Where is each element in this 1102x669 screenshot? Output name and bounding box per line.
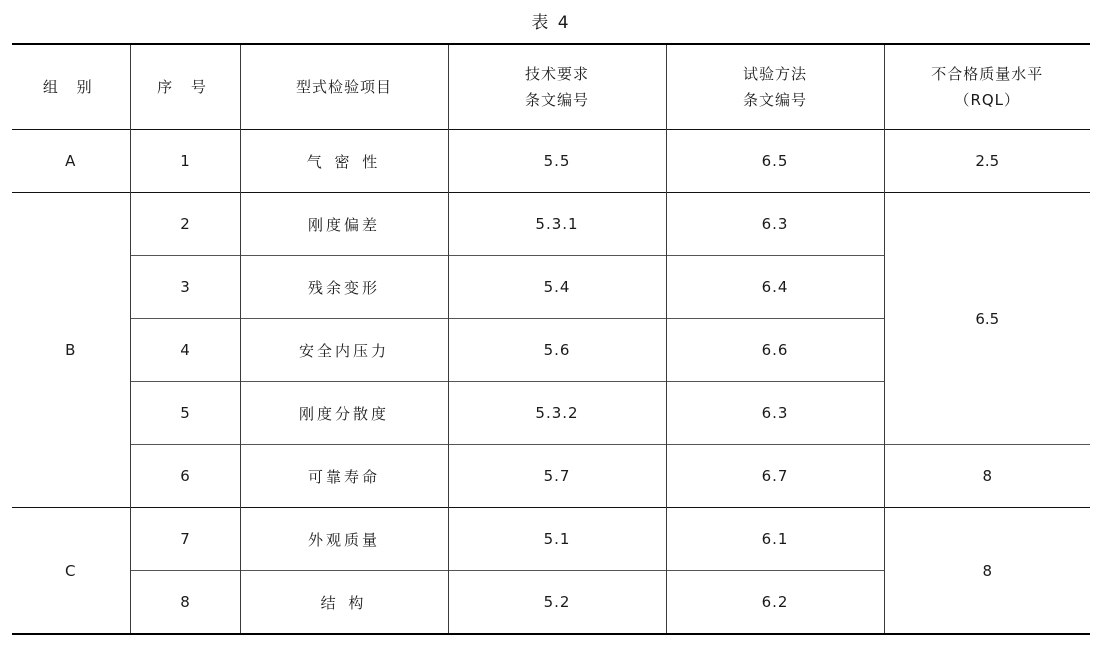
cell-tech: 5.1 (448, 508, 666, 571)
cell-method: 6.6 (666, 319, 884, 382)
cell-rql: 8 (982, 467, 993, 485)
cell-seq: 4 (130, 319, 240, 382)
header-tech-label-line1: 技术要求 (524, 65, 589, 83)
cell-method: 6.3 (666, 382, 884, 445)
cell-rql: 8 (982, 561, 993, 580)
header-cell-group (12, 44, 130, 130)
table-row (12, 130, 1090, 193)
header-group-label: 组 别 (42, 78, 99, 96)
cell-seq: 6 (130, 445, 240, 508)
cell-item: 刚度分散度 (240, 382, 448, 445)
cell-rql: 6.5 (975, 309, 1000, 328)
cell-method: 6.4 (666, 256, 884, 319)
cell-seq: 5 (130, 382, 240, 445)
cell-item: 结 构 (240, 571, 448, 635)
header-method-label-line1: 试验方法 (742, 65, 807, 83)
header-tech-label-line2: 条文编号 (524, 91, 589, 109)
cell-item: 气 密 性 (240, 130, 448, 193)
cell-item: 残余变形 (240, 256, 448, 319)
cell-method: 6.1 (666, 508, 884, 571)
cell-seq: 7 (130, 508, 240, 571)
cell-tech: 5.3.2 (448, 382, 666, 445)
table-caption (0, 0, 1102, 43)
cell-tech: 5.2 (448, 571, 666, 635)
cell-item: 安全内压力 (240, 319, 448, 382)
cell-method: 6.3 (666, 193, 884, 256)
cell-method: 6.2 (666, 571, 884, 635)
cell-seq: 2 (130, 193, 240, 256)
cell-seq: 8 (130, 571, 240, 635)
table-row (12, 193, 1090, 256)
header-method-label-line2: 条文编号 (742, 91, 807, 109)
table-row (12, 445, 1090, 508)
type-inspection-table (12, 43, 1090, 635)
cell-tech: 5.6 (448, 319, 666, 382)
table-row (12, 508, 1090, 571)
header-cell-seq (130, 44, 240, 130)
cell-tech: 5.5 (448, 130, 666, 193)
header-cell-item (240, 44, 448, 130)
cell-seq: 1 (130, 130, 240, 193)
header-rql-label-line1: 不合格质量水平 (931, 65, 1044, 83)
cell-item: 可靠寿命 (240, 445, 448, 508)
header-rql-label-line2: （RQL） (954, 91, 1021, 109)
cell-tech: 5.7 (448, 445, 666, 508)
header-cell-tech (448, 44, 666, 130)
table-caption-text: 表 4 (531, 13, 571, 33)
cell-item: 刚度偏差 (240, 193, 448, 256)
cell-method: 6.7 (666, 445, 884, 508)
header-seq-label: 序 号 (157, 78, 213, 96)
header-cell-method (666, 44, 884, 130)
cell-item: 外观质量 (240, 508, 448, 571)
cell-group: A (12, 130, 130, 193)
cell-tech: 5.4 (448, 256, 666, 319)
cell-group: B (12, 193, 130, 508)
cell-tech: 5.3.1 (448, 193, 666, 256)
cell-method: 6.5 (666, 130, 884, 193)
header-item-label: 型式检验项目 (295, 78, 392, 96)
cell-group: C (12, 508, 130, 635)
cell-rql: 2.5 (975, 152, 1000, 170)
table-header-row (12, 44, 1090, 130)
cell-seq: 3 (130, 256, 240, 319)
header-cell-rql (884, 44, 1090, 130)
